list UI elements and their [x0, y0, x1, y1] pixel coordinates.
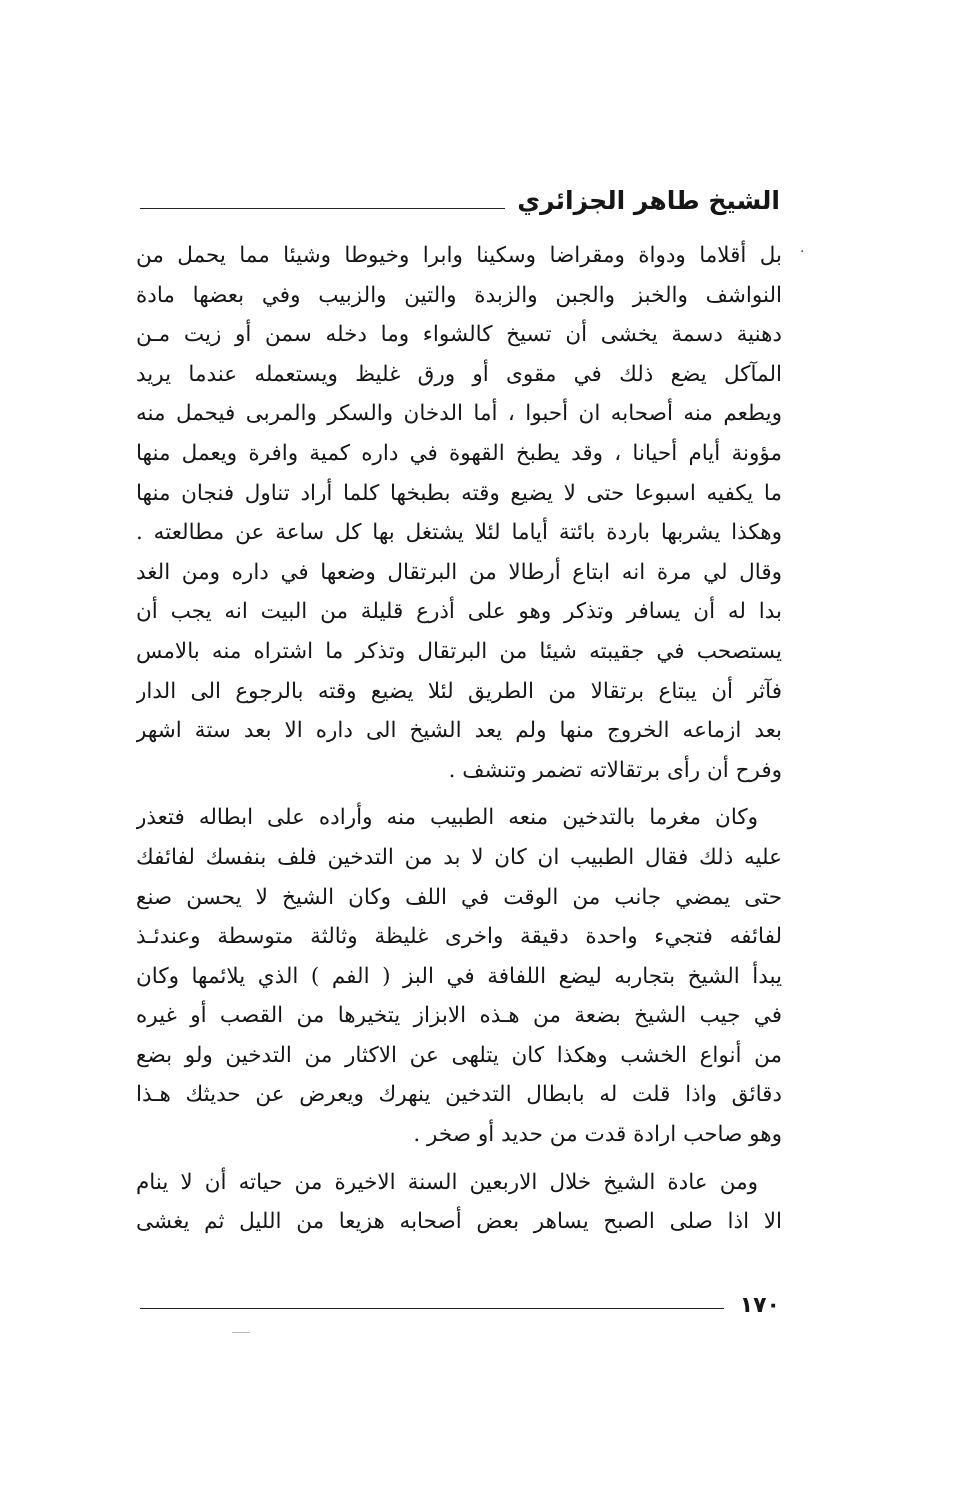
text-line: دقائق واذا قلت له بابطال التدخين ينهرك ويعرض عن حديثك هـذا: [136, 1082, 782, 1108]
text-line: بل أقلاما ودواة ومقراضا وسكينا وابرا وخيوطا وشيئا مما يحمل من: [136, 243, 782, 268]
text-line: من أنواع الخشب وهكذا كان يتلهى عن الاكثار من التدخين ولو بضع: [136, 1042, 782, 1068]
text-line: بدا له أن يسافر وتذكر وهو على أذرع قليلة من البيت انه يجب أن: [136, 599, 782, 625]
text-line: ومن عادة الشيخ خلال الاربعين السنة الاخيرة من حياته أن لا ينام: [136, 1169, 758, 1195]
text-line: مؤونة أيام أحيانا ، وقد يطبخ القهوة في داره كمية وافرة ويعمل منها: [136, 440, 782, 466]
text-line: يستصحب في جقيبته شيئا من البرتقال وتذكر ما اشتراه منه بالامس: [136, 638, 782, 664]
text-line: ما يكفيه اسبوعا حتى لا يضيع وقته بطبخها كلما أراد تناول فنجان منها: [136, 480, 782, 506]
text-line: حتى يمضي جانب من الوقت في اللف وكان الشيخ لا يحسن صنع: [136, 884, 782, 910]
margin-mark: ·: [800, 244, 805, 260]
text-line: وهو صاحب ارادة قدت من حديد أو صخر .: [413, 1122, 782, 1148]
text-line: لفائفه فتجيء واحدة دقيقة واخرى غليظة وثالثة متوسطة وعندئـذ: [136, 924, 782, 950]
paragraph-2: [136, 798, 782, 1154]
header-rule: [140, 208, 505, 209]
paragraph-1: [136, 236, 782, 790]
text-line: دهنية دسمة يخشى أن تسيخ كالشواء وما دخله سمن أو زيت مـن: [136, 322, 782, 348]
text-line: الا اذا صلى الصبح يساهر بعض أصحابه هزيعا من الليل ثم يغشى: [136, 1209, 782, 1235]
scan-mark: [232, 1332, 250, 1333]
text-line: في جيب الشيخ بضعة من هـذه الابزاز يتخيرها من القصب أو غيره: [136, 1003, 782, 1029]
text-line: وفرح أن رأى برتقالاته تضمر وتنشف .: [448, 757, 782, 783]
text-line: وكان مغرما بالتدخين منعه الطبيب منه وأراده على ابطاله فتعذر: [136, 805, 758, 831]
footer-rule: [140, 1308, 724, 1309]
running-title: الشيخ طاهر الجزائري: [517, 186, 780, 215]
text-line: وهكذا يشربها باردة بائتة أياما لئلا يشتغل بها كل ساعة عن مطالعته .: [136, 520, 782, 546]
text-line: المآكل يضع ذلك في مقوى أو ورق غليظ ويستعمله عندما يريد: [136, 361, 782, 387]
text-line: وقال لي مرة انه ابتاع أرطالا من البرتقال وضعها في داره ومن الغد: [136, 559, 782, 585]
text-line: ويطعم منه أصحابه ان أحبوا ، أما الدخان والسكر والمربى فيحمل منه: [136, 401, 782, 427]
text-line: فآثر أن يبتاع برتقالا من الطريق لئلا يضيع وقته بالرجوع الى الدار: [136, 678, 782, 704]
page-number: ١٧٠: [739, 1292, 780, 1318]
body-text: [136, 236, 782, 1250]
running-header: [140, 176, 780, 216]
text-line: عليه ذلك فقال الطبيب ان كان لا بد من التدخين فلف بنفسك لفائفك: [136, 844, 782, 870]
page-footer: [140, 1290, 780, 1320]
text-line: بعد ازماعه الخروج منها ولم يعد الشيخ الى داره الا بعد ستة اشهر: [136, 718, 782, 744]
paragraph-3: [136, 1163, 782, 1242]
text-line: النواشف والخبز والجبن والزبدة والتين والزبيب وفي بعضها مادة: [136, 282, 782, 308]
text-line: يبدأ الشيخ بتجاربه ليضع اللفافة في البز ( الفم ) الذي يلائمها وكان: [136, 963, 782, 989]
